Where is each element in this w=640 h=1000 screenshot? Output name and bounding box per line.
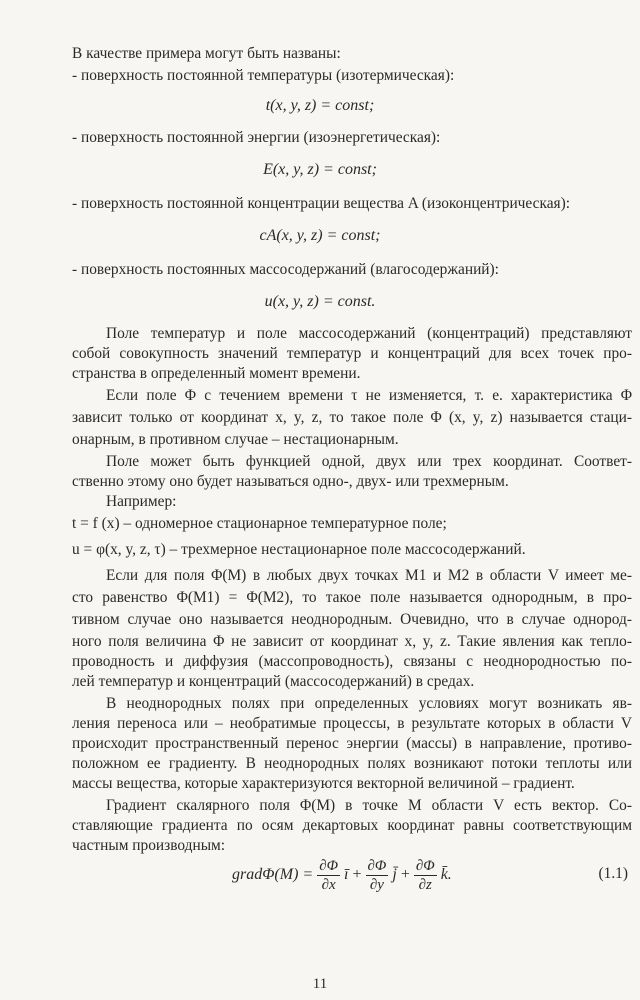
text-line: частным производным: — [72, 837, 226, 854]
gradient-lhs: gradΦ(M) = — [232, 866, 314, 883]
unit-vector-i: ī — [344, 866, 349, 883]
text-line: - поверхность постоянной температуры (изотермическая): — [72, 67, 455, 84]
partial-y-num: ∂Φ — [367, 857, 387, 874]
text-line: - поверхность постоянной энергии (изоэнергетическая): — [72, 129, 441, 146]
text-line: зависит только от координат x, y, z, то такое поле Φ (x, y, z) называется стаци- — [72, 409, 632, 426]
text-line: Если поле Φ с течением времени τ не изменяется, т. е. характеристика Φ — [106, 387, 632, 404]
text-line: Например: — [106, 493, 177, 510]
partial-z — [414, 857, 437, 894]
partial-z-den: ∂z — [418, 876, 432, 893]
unit-vector-j: j̄ — [392, 866, 397, 883]
unit-vector-k: k̄. — [440, 866, 452, 883]
text-line: Поле может быть функцией одной, двух или трех координат. Соответ- — [106, 453, 632, 470]
example-1d-field: t = f (x) – одномерное стационарное температурное поле; — [72, 515, 447, 532]
text-line: странства в определенный момент времени. — [72, 365, 361, 382]
text-line: В неоднородных полях при определенных условиях могут возникать яв- — [106, 695, 632, 712]
text-line: ственно этому оно будет называться одно-, двух- или трехмерным. — [72, 473, 509, 490]
text-line: - поверхность постоянной концентрации вещества A (изоконцентрическая): — [72, 195, 571, 212]
gradient-formula — [232, 852, 452, 898]
partial-x-den: ∂x — [321, 876, 336, 893]
text-line: ного поля величина Φ не зависит от координат x, y, z. Такие явления как тепло- — [72, 633, 632, 650]
formula-concentration: cA(x, y, z) = const; — [259, 227, 381, 244]
example-3d-field: u = φ(x, y, z, τ) – трехмерное нестационарное поле массосодержаний. — [72, 541, 526, 558]
text-line: собой совокупность значений температур и концентраций для всех точек про- — [72, 345, 632, 362]
partial-x — [317, 857, 340, 894]
text-line: Если для поля Φ(M) в любых двух точках M1 и M2 в области V имеет ме- — [106, 567, 632, 584]
page-number: 11 — [312, 976, 328, 992]
text-line: проводность и диффузия (массопроводность), связаны с неоднородностью по- — [72, 653, 632, 670]
text-line: положном ее градиенту. В неоднородных полях возникают потоки теплоты или — [72, 755, 632, 772]
text-line: массы вещества, которые характеризуются векторной величиной – градиент. — [72, 775, 575, 792]
formula-moisture: u(x, y, z) = const. — [264, 293, 376, 310]
text-line: тивном случае оно называется неоднородным. Очевидно, что в случае однород- — [72, 611, 632, 628]
partial-x-num: ∂Φ — [319, 857, 339, 874]
plus-sign: + — [352, 866, 362, 883]
text-line: лей температур и концентраций (массосодержаний) в средах. — [72, 673, 475, 690]
text-line: Поле температур и поле массосодержаний (концентраций) представляют — [106, 325, 632, 342]
formula-isotherm: t(x, y, z) = const; — [265, 97, 375, 114]
partial-z-num: ∂Φ — [415, 857, 435, 874]
text-line: сто равенство Φ(M1) = Φ(M2), то такое поле называется однородным, в про- — [72, 589, 632, 606]
partial-y-den: ∂y — [369, 876, 384, 893]
plus-sign: + — [400, 866, 410, 883]
text-line: В качестве примера могут быть названы: — [72, 45, 341, 62]
text-line: происходит пространственный перенос энергии (массы) в направление, противо- — [72, 735, 632, 752]
text-line: ставляющие градиента по осям декартовых координат равны соответствующим — [72, 817, 632, 834]
formula-energy: E(x, y, z) = const; — [263, 161, 377, 178]
text-line: Градиент скалярного поля Φ(M) в точке M области V есть вектор. Со- — [106, 797, 632, 814]
equation-number: (1.1) — [598, 865, 628, 882]
text-line: ления переноса или – необратимые процессы, в результате которых в области V — [72, 715, 632, 732]
partial-y — [366, 857, 389, 894]
text-line: - поверхность постоянных массосодержаний (влагосодержаний): — [72, 261, 499, 278]
text-line: онарным, в противном случае – нестационарным. — [72, 431, 399, 448]
